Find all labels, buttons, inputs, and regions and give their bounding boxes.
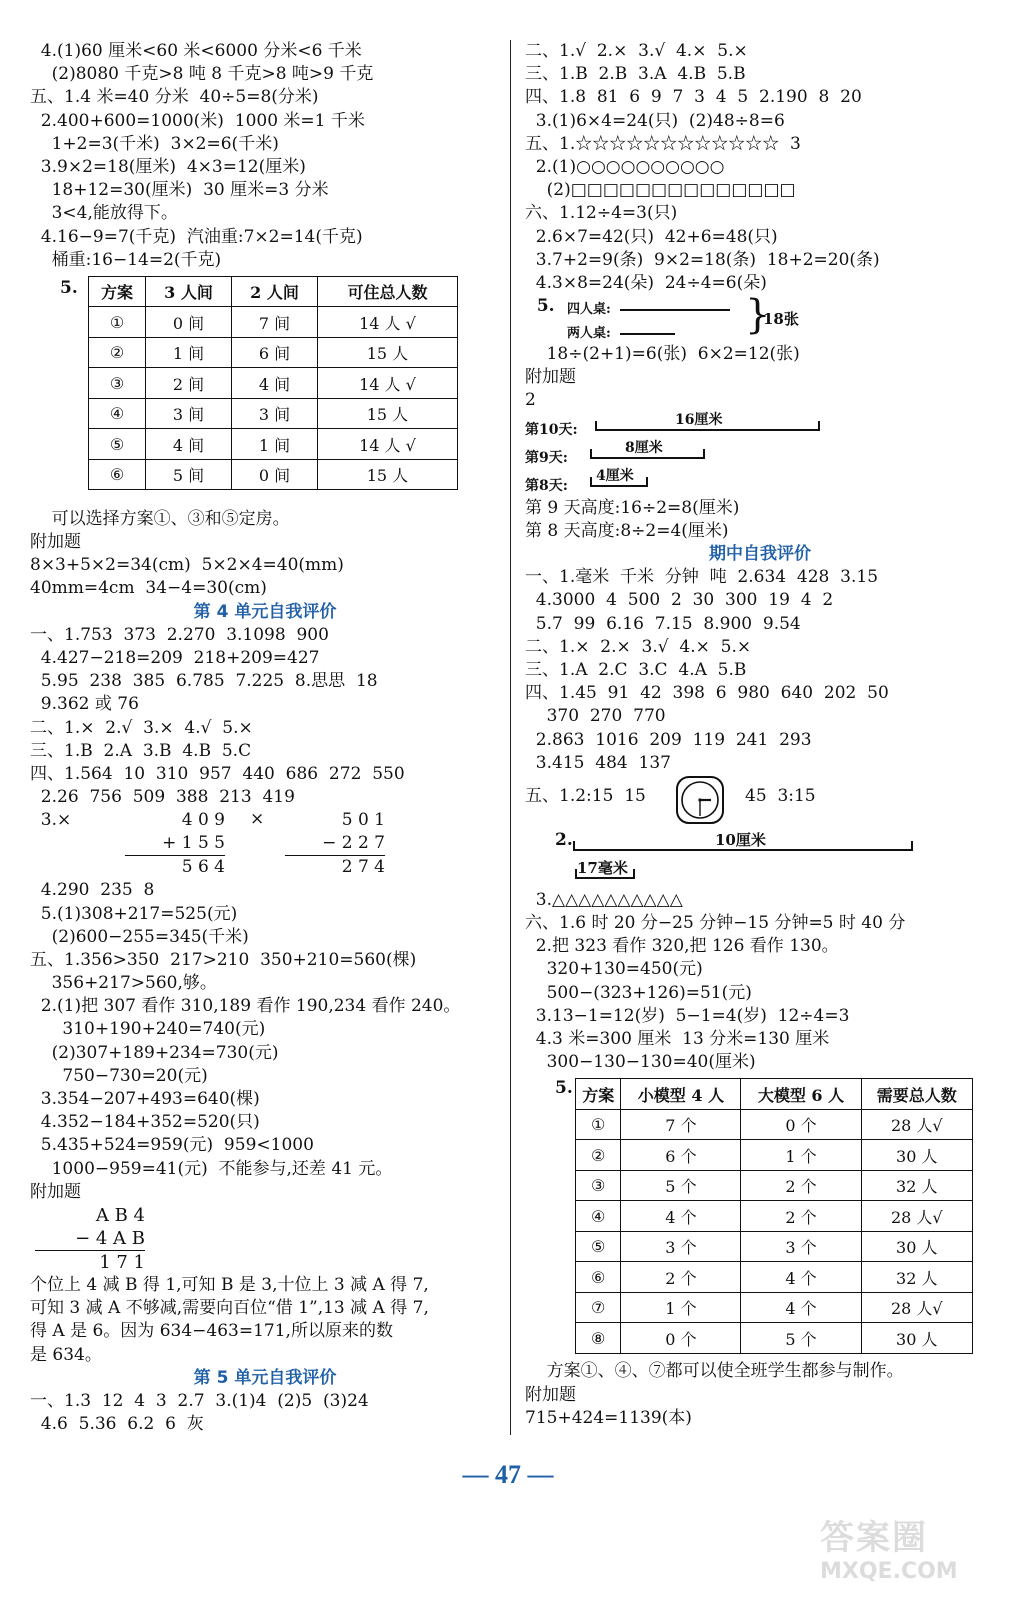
tick — [573, 841, 575, 851]
table-row — [89, 307, 458, 338]
table-row — [89, 398, 458, 429]
total-label: 18张 — [763, 310, 799, 329]
answer-line: 3<4,能放得下。 — [30, 203, 178, 224]
table-cell: ③ — [89, 368, 146, 399]
day9-bar — [525, 441, 995, 467]
table-row — [89, 429, 458, 460]
tick — [818, 421, 820, 430]
table-cell: 32 人 — [861, 1170, 972, 1201]
right-column — [525, 40, 995, 1430]
table-cell: 0 间 — [146, 307, 232, 338]
unit4-title: 第 4 单元自我评价 — [193, 601, 337, 622]
answer-line: 3.9×2=18(厘米) 4×3=12(厘米) — [30, 156, 306, 177]
short-segment — [575, 877, 635, 879]
table-header-cell: 大模型 6 人 — [741, 1079, 861, 1110]
table-cell: 7 间 — [232, 307, 318, 338]
room-plan-table — [88, 276, 458, 491]
table-header-cell: 需要总人数 — [861, 1079, 972, 1110]
ruler-short-label: 17毫米 — [577, 858, 628, 877]
answer-line: 1+2=3(千米) 3×2=6(千米) — [30, 133, 279, 154]
answers-block-a — [30, 40, 500, 272]
answer-line: 9.362 或 76 — [30, 694, 139, 715]
answers-block-f — [30, 1390, 500, 1436]
calc-mid-mark: × — [250, 809, 265, 830]
answer-line: 五、1.4 米=40 分米 40÷5=8(分米) — [30, 87, 319, 108]
answers-block-d — [30, 879, 500, 1204]
answer-line: 2.26 756 509 388 213 419 — [30, 787, 295, 808]
bar-caption: 8厘米 — [625, 439, 663, 456]
answer-line: 3.13−1=12(岁) 5−1=4(岁) 12÷4=3 — [525, 1005, 850, 1026]
two-seat-bar — [620, 333, 675, 335]
left-column — [30, 40, 500, 1436]
calc-line: 5 0 1 — [341, 810, 385, 831]
table-cell: 3 间 — [232, 398, 318, 429]
table-row — [576, 1323, 973, 1354]
bar-line — [590, 457, 705, 459]
four-seat-label: 四人桌: — [567, 302, 611, 318]
answer-line: 3.(1)6×4=24(只) (2)48÷8=6 — [525, 110, 785, 131]
answers-block-h — [525, 343, 995, 413]
brace-icon: } — [745, 292, 771, 339]
table-cell: 5 个 — [621, 1170, 741, 1201]
answer-line: 是 634。 — [30, 1344, 102, 1365]
day-label: 第9天: — [525, 449, 568, 466]
table-row — [576, 1109, 973, 1140]
calc-line: + 1 5 5 — [125, 832, 225, 856]
answer-line: 个位上 4 减 B 得 1,可知 B 是 3,十位上 3 减 A 得 7, — [30, 1274, 429, 1295]
answer-line: (2)600−255=345(千米) — [30, 926, 249, 947]
table-cell: 15 人 — [317, 398, 457, 429]
table-row — [576, 1140, 973, 1171]
answer-line: 四、1.8 81 6 9 7 3 4 5 2.190 8 20 — [525, 87, 862, 108]
answers-block-i — [525, 497, 995, 543]
table-row — [576, 1262, 973, 1293]
answer-line: 可知 3 减 A 不够减,需要向百位“借 1”,13 减 A 得 7, — [30, 1298, 429, 1319]
answer-line: 三、1.B 2.A 3.B 4.B 5.C — [30, 740, 252, 761]
watermark-line: MXQE.COM — [820, 1559, 958, 1584]
table-cell: 2 个 — [741, 1170, 861, 1201]
table-cell: ⑤ — [89, 429, 146, 460]
table-cell: 2 个 — [741, 1201, 861, 1232]
table-row — [576, 1231, 973, 1262]
question-number: 5. — [555, 1078, 573, 1099]
table-cell: 4 间 — [232, 368, 318, 399]
clock-question — [525, 775, 995, 827]
answer-line: 4.290 235 8 — [30, 880, 155, 901]
answer-line: 4.427−218=209 218+209=427 — [30, 648, 320, 668]
tick — [575, 869, 577, 879]
ruler-question — [525, 827, 995, 889]
answer-line: (2)□□□□□□□□□□□□□□ — [525, 180, 796, 201]
answer-line: 2.(1)○○○○○○○○○○ — [525, 156, 725, 177]
table-cell: 14 人 √ — [317, 429, 457, 460]
answer-line: 4.16−9=7(千克) 汽油重:7×2=14(千克) — [30, 226, 363, 247]
midterm-title: 期中自我评价 — [709, 544, 811, 564]
calc-result: 5 6 4 — [181, 857, 225, 878]
table-cell: 28 人√ — [861, 1201, 972, 1232]
day10-bar — [525, 413, 995, 441]
table-cell: 30 人 — [861, 1231, 972, 1262]
answer-line: 二、1.× 2.√ 3.× 4.√ 5.× — [30, 717, 253, 738]
table-cell: 14 人 √ — [317, 368, 457, 399]
table-cell: ⑧ — [576, 1323, 621, 1354]
question-number: 5. — [60, 277, 78, 298]
answer-line: 五、1.☆☆☆☆☆☆☆☆☆☆☆☆ 3 — [525, 133, 801, 154]
bar-line — [590, 485, 648, 487]
table-cell: 5 间 — [146, 459, 232, 490]
table-cell: 30 人 — [861, 1140, 972, 1171]
table-cell: ⑦ — [576, 1292, 621, 1323]
answer-line: 附加题 — [30, 532, 81, 553]
table-row — [89, 459, 458, 490]
table-cell: 6 间 — [232, 337, 318, 368]
answer-line: 3.415 484 137 — [525, 752, 671, 773]
table-cell: 4 个 — [621, 1201, 741, 1232]
bar-caption: 16厘米 — [675, 411, 723, 428]
watermark-logo — [820, 1510, 1000, 1590]
table-cell: 2 个 — [621, 1262, 741, 1293]
vertical-calculation — [30, 809, 500, 879]
table-cell: 0 个 — [621, 1323, 741, 1354]
answer-line: 附加题 — [525, 1384, 576, 1405]
table-cell: ② — [576, 1140, 621, 1171]
answer-line: 8×3+5×2=34(cm) 5×2×4=40(mm) — [30, 555, 344, 576]
answer-line: 2.400+600=1000(米) 1000 米=1 千米 — [30, 110, 365, 131]
table-cell: ④ — [89, 398, 146, 429]
answer-line: 2 — [525, 390, 536, 411]
answer-line: (2)307+189+234=730(元) — [30, 1042, 279, 1063]
answer-line: 3.△△△△△△△△△△ — [525, 889, 683, 910]
table-cell: 0 间 — [232, 459, 318, 490]
table-cell: 1 个 — [621, 1292, 741, 1323]
answer-line: 一、1.3 12 4 3 2.7 3.(1)4 (2)5 (3)24 — [30, 1390, 369, 1411]
answer-line: 4.352−184+352=520(只) — [30, 1112, 260, 1133]
calc-prefix: 3.× — [30, 810, 72, 831]
answer-line: 第 8 天高度:8÷2=4(厘米) — [525, 520, 729, 541]
table-cell: 15 人 — [317, 459, 457, 490]
answer-line: 桶重:16−14=2(千克) — [30, 249, 222, 270]
answers-block-g — [525, 40, 995, 295]
answer-line: 18÷(2+1)=6(张) 6×2=12(张) — [525, 344, 800, 365]
answer-line: 第 9 天高度:16÷2=8(厘米) — [525, 497, 740, 518]
answer-line: 五、1.356>350 217>210 350+210=560(棵) — [30, 949, 417, 970]
table-cell: ④ — [576, 1201, 621, 1232]
table-cell: 7 个 — [621, 1109, 741, 1140]
table-cell: 1 间 — [146, 337, 232, 368]
table-row — [576, 1201, 973, 1232]
calc-line: − 2 2 7 — [285, 832, 385, 856]
table-cell: 0 个 — [741, 1109, 861, 1140]
answer-line: 四、1.45 91 42 398 6 980 640 202 50 — [525, 683, 889, 704]
calc-subtraction — [285, 809, 385, 879]
answer-line: 六、1.12÷4=3(只) — [525, 203, 678, 224]
answer-line: 310+190+240=740(元) — [30, 1019, 266, 1040]
table-cell: 1 个 — [741, 1140, 861, 1171]
answer-line: 370 270 770 — [525, 706, 666, 727]
answer-line: 5.95 238 385 6.785 7.225 8.思思 18 — [30, 671, 378, 692]
table-cell: ⑥ — [576, 1262, 621, 1293]
answer-line: 500−(323+126)=51(元) — [525, 982, 752, 1003]
table-cell: 4 个 — [741, 1292, 861, 1323]
answer-line: 40mm=4cm 34−4=30(cm) — [30, 578, 267, 599]
bar-caption: 4厘米 — [596, 467, 634, 484]
puzzle-line: A B 4 — [95, 1204, 145, 1226]
bar-line — [595, 429, 820, 431]
table-cell: ⑤ — [576, 1231, 621, 1262]
table-cell: 15 人 — [317, 337, 457, 368]
column-divider — [510, 40, 511, 1435]
answer-line: 18+12=30(厘米) 30 厘米=3 分米 — [30, 180, 329, 201]
table-cell: 32 人 — [861, 1262, 972, 1293]
answer-line: 715+424=1139(本) — [525, 1407, 692, 1428]
table-cell: ② — [89, 337, 146, 368]
answers-block-e — [30, 1274, 500, 1367]
table-diagram — [525, 292, 995, 343]
tick — [703, 449, 705, 458]
tick — [911, 841, 913, 851]
day8-bar — [525, 467, 995, 497]
table-cell: 6 个 — [621, 1140, 741, 1171]
answer-line: 4.3000 4 500 2 30 300 19 4 2 — [525, 590, 834, 611]
tick — [646, 477, 648, 486]
answer-line: 一、1.753 373 2.270 3.1098 900 — [30, 624, 329, 645]
calc-addition — [125, 809, 225, 879]
answer-line: 5.(1)308+217=525(元) — [30, 903, 238, 924]
answer-line: 方案①、④、⑦都可以使全班学生都参与制作。 — [525, 1361, 904, 1382]
answer-line: 三、1.A 2.C 3.C 4.A 5.B — [525, 659, 747, 680]
table-cell: ③ — [576, 1170, 621, 1201]
table-cell: 4 间 — [146, 429, 232, 460]
model-plan-table-block — [525, 1074, 995, 1360]
digit-puzzle — [35, 1204, 145, 1274]
table-cell: 3 间 — [146, 398, 232, 429]
table-cell: 3 个 — [741, 1231, 861, 1262]
answer-line: 356+217>560,够。 — [30, 973, 217, 994]
long-segment — [573, 849, 913, 851]
answer-line: 1000−959=41(元) 不能参与,还差 41 元。 — [30, 1158, 393, 1179]
growth-diagram — [525, 413, 995, 497]
answer-line: 4.3 米=300 厘米 13 分米=130 厘米 — [525, 1029, 830, 1049]
table-cell: ⑥ — [89, 459, 146, 490]
table-cell: 2 间 — [146, 368, 232, 399]
answers-block-b — [30, 508, 500, 601]
table-cell: 28 人√ — [861, 1292, 972, 1323]
table-row — [576, 1292, 973, 1323]
answer-line: 2.把 323 看作 320,把 126 看作 130。 — [525, 936, 839, 957]
table-header-cell: 方案 — [89, 276, 146, 307]
answer-line: 二、1.√ 2.× 3.√ 4.× 5.× — [525, 41, 748, 61]
four-seat-bar — [620, 309, 730, 311]
table-cell: 1 间 — [232, 429, 318, 460]
answer-line: 4.3×8=24(朵) 24÷4=6(朵) — [525, 272, 767, 293]
answer-line: 4.6 5.36 6.2 6 灰 — [30, 1414, 204, 1435]
puzzle-line: − 4 A B — [35, 1227, 145, 1251]
answer-line: 一、1.毫米 千米 分钟 吨 2.634 428 3.15 — [525, 567, 879, 588]
table-row — [89, 337, 458, 368]
puzzle-result: 1 7 1 — [99, 1251, 145, 1273]
table-cell: 14 人 √ — [317, 307, 457, 338]
clock-answer-post: 45 3:15 — [745, 785, 816, 806]
table-cell: 4 个 — [741, 1262, 861, 1293]
answer-line: 3.7+2=9(条) 9×2=18(条) 18+2=20(条) — [525, 249, 880, 270]
table-header-cell: 可住总人数 — [317, 276, 457, 307]
answer-line: 二、1.× 2.× 3.√ 4.× 5.× — [525, 636, 752, 657]
day-label: 第10天: — [525, 421, 578, 438]
clock-icon — [675, 775, 725, 825]
room-plan-table-block — [30, 272, 500, 508]
answer-line: 5.435+524=959(元) 959<1000 — [30, 1135, 314, 1156]
table-cell: 28 人√ — [861, 1109, 972, 1140]
answer-line: 320+130=450(元) — [525, 959, 703, 980]
answers-block-k — [525, 889, 995, 1075]
answer-line: 750−730=20(元) — [30, 1065, 208, 1086]
table-cell: ① — [576, 1109, 621, 1140]
answer-line: 附加题 — [30, 1181, 81, 1202]
answer-line: (2)8080 千克>8 吨 8 千克>8 吨>9 千克 — [30, 64, 374, 85]
answer-line: 2.6×7=42(只) 42+6=48(只) — [525, 226, 778, 247]
answers-block-j — [525, 566, 995, 775]
table-header-cell: 2 人间 — [232, 276, 318, 307]
answer-line: 300−130−130=40(厘米) — [525, 1052, 756, 1073]
table-cell: ① — [89, 307, 146, 338]
calc-line: 4 0 9 — [181, 810, 225, 831]
table-cell: 3 个 — [621, 1231, 741, 1262]
model-plan-table — [575, 1078, 973, 1354]
unit5-title: 第 5 单元自我评价 — [193, 1367, 337, 1388]
question-number: 5. — [525, 296, 555, 317]
table-row — [576, 1170, 973, 1201]
answer-line: 得 A 是 6。因为 634−463=171,所以原来的数 — [30, 1321, 393, 1342]
question-number: 2. — [555, 829, 573, 850]
clock-answer-pre: 五、1.2:15 15 — [525, 785, 646, 806]
answer-line: 4.(1)60 厘米<60 米<6000 分米<6 千米 — [30, 41, 362, 61]
answer-line: 3.354−207+493=640(棵) — [30, 1089, 260, 1109]
table-header-cell: 小模型 4 人 — [621, 1079, 741, 1110]
answer-line: 可以选择方案①、③和⑤定房。 — [30, 508, 290, 529]
answer-line: 附加题 — [525, 367, 576, 388]
tick — [633, 869, 635, 879]
table-cell: 30 人 — [861, 1323, 972, 1354]
answers-block-l — [525, 1360, 995, 1430]
ruler-long-label: 10厘米 — [715, 830, 766, 849]
table-row — [89, 368, 458, 399]
table-header-cell: 3 人间 — [146, 276, 232, 307]
answer-line: 四、1.564 10 310 957 440 686 272 550 — [30, 763, 405, 784]
answers-block-c — [30, 624, 500, 810]
answer-line: 六、1.6 时 20 分−25 分钟−15 分钟=5 时 40 分 — [525, 913, 906, 934]
page-number: — 47 — — [462, 1460, 554, 1489]
table-header-cell: 方案 — [576, 1079, 621, 1110]
two-seat-label: 两人桌: — [567, 326, 611, 342]
answer-line: 5.7 99 6.16 7.15 8.900 9.54 — [525, 613, 801, 634]
calc-result: 2 7 4 — [341, 857, 385, 878]
watermark-line: 答案圈 — [820, 1518, 928, 1558]
answer-line: 2.863 1016 209 119 241 293 — [525, 729, 812, 750]
table-cell: 5 个 — [741, 1323, 861, 1354]
day-label: 第8天: — [525, 477, 568, 494]
answer-line: 2.(1)把 307 看作 310,189 看作 190,234 看作 240。 — [30, 996, 461, 1017]
answer-line: 三、1.B 2.B 3.A 4.B 5.B — [525, 64, 746, 85]
